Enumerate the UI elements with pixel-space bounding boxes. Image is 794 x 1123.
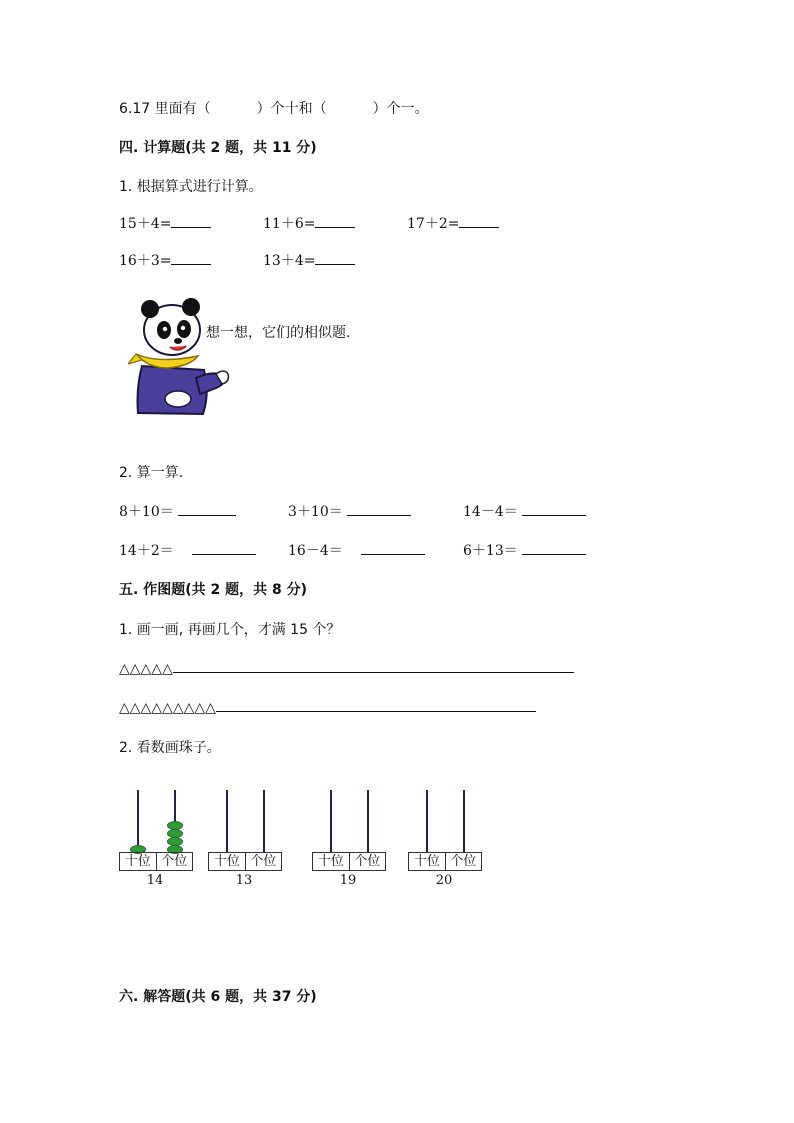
answer-blank[interactable]: [522, 501, 586, 516]
bead: [167, 821, 183, 830]
tens-label: 十位: [413, 854, 440, 869]
place-value-box: [312, 852, 386, 871]
panda-illustration: [128, 298, 238, 423]
abacus-number: 14: [146, 873, 164, 888]
ones-rod[interactable]: [463, 790, 465, 853]
calc1-item: 11＋6=: [263, 213, 355, 233]
tens-rod[interactable]: [226, 790, 228, 853]
answer-blank[interactable]: [347, 501, 411, 516]
q6-text-b: ）个十和（: [256, 101, 327, 117]
place-value-box: [408, 852, 482, 871]
draw1-row-2: [119, 697, 536, 716]
calc1-item: 16＋3=: [119, 250, 211, 270]
tens-rod: [137, 790, 139, 853]
calc1-item: 15＋4=: [119, 213, 211, 233]
bead: [167, 829, 183, 838]
q6-text-a: 6.17 里面有（: [119, 101, 211, 117]
place-value-box: [119, 852, 193, 871]
answer-blank[interactable]: [192, 540, 256, 555]
place-value-box: [208, 852, 282, 871]
q6-line: [119, 98, 429, 118]
calc1-prompt: 1. 根据算式进行计算。: [119, 179, 263, 195]
answer-blank[interactable]: [459, 213, 499, 228]
drawing-line[interactable]: [173, 658, 574, 673]
bead: [167, 837, 183, 846]
answer-blank[interactable]: [315, 213, 355, 228]
calc2-item: 16－4＝: [288, 540, 425, 560]
calc2-item: 6＋13＝: [463, 540, 586, 560]
abacus-20[interactable]: [408, 790, 483, 890]
calc2-prompt: 2. 算一算.: [119, 465, 184, 481]
drawing-line[interactable]: [216, 697, 536, 712]
draw2-prompt: 2. 看数画珠子。: [119, 740, 221, 756]
draw1-row-1: [119, 658, 574, 677]
ones-label: 个位: [445, 853, 482, 870]
answer-blank[interactable]: [178, 501, 236, 516]
abacus-number: 19: [339, 873, 357, 888]
ones-rod[interactable]: [367, 790, 369, 853]
answer-blank[interactable]: [171, 213, 211, 228]
answer-blank[interactable]: [315, 250, 355, 265]
answer-blank[interactable]: [522, 540, 586, 555]
q6-text-c: ）个一。: [372, 101, 429, 117]
tens-label: 十位: [124, 854, 151, 869]
triangles-row-2: △△△△△△△△△: [119, 700, 216, 716]
triangles-row-1: △△△△△: [119, 661, 173, 677]
tens-rod[interactable]: [426, 790, 428, 853]
panda-speech: 想一想，它们的相似题.: [206, 325, 351, 341]
calc1-item: 17＋2=: [407, 213, 499, 233]
abacus-19[interactable]: [312, 790, 387, 890]
ones-label: 个位: [156, 853, 193, 870]
abacus-14: [119, 790, 194, 890]
section-6-title: 六. 解答题(共 6 题，共 37 分): [119, 989, 317, 1005]
ones-label: 个位: [245, 853, 282, 870]
tens-label: 十位: [213, 854, 240, 869]
calc2-item: 14＋2＝: [119, 540, 256, 560]
abacus-number: 13: [235, 873, 253, 888]
tens-label: 十位: [317, 854, 344, 869]
ones-rod[interactable]: [263, 790, 265, 853]
section-4-title: 四. 计算题(共 2 题，共 11 分): [119, 140, 317, 156]
section-5-title: 五. 作图题(共 2 题，共 8 分): [119, 582, 307, 598]
ones-label: 个位: [349, 853, 386, 870]
answer-blank[interactable]: [171, 250, 211, 265]
calc2-item: 3＋10＝: [288, 501, 411, 521]
answer-blank[interactable]: [361, 540, 425, 555]
calc1-item: 13＋4=: [263, 250, 355, 270]
draw1-prompt: 1. 画一画, 再画几个，才满 15 个？: [119, 622, 341, 638]
abacus-number: 20: [435, 873, 453, 888]
abacus-13[interactable]: [208, 790, 283, 890]
calc2-item: 14－4＝: [463, 501, 586, 521]
tens-rod[interactable]: [330, 790, 332, 853]
calc2-item: 8＋10＝: [119, 501, 236, 521]
